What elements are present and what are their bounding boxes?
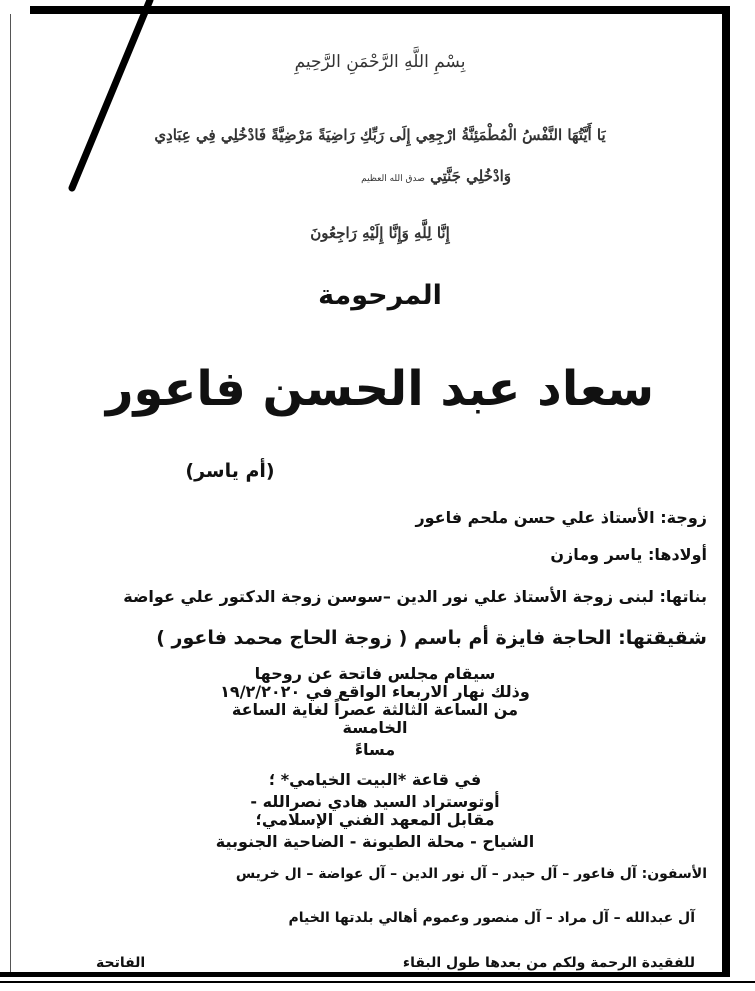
- ceremony-line: أوتوستراد السيد هادي نصرالله -: [250, 792, 500, 811]
- relative-sister: شقيقتها: الحاجة فايزة أم باسم ( زوجة الحاج محمد فاعور ): [156, 627, 707, 649]
- verse-line-1: يَا أَيَّتُهَا النَّفْسُ الْمُطْمَئِنَّةُ ارْجِعِي إِلَى رَبِّكِ رَاضِيَةً مَرْضِيَّةً فَادْخُلِي فِي عِبَادِي: [154, 126, 606, 144]
- nickname: (أم ياسر): [185, 460, 275, 482]
- inna-lillah: إِنَّا لِلَّهِ وَإِنَّا إِلَيْهِ رَاجِعُونَ: [310, 224, 450, 242]
- mourning-ribbon-icon: [0, 0, 180, 200]
- heading-almarhuma: المرحومة: [318, 280, 442, 311]
- frame-bottom-border: [0, 972, 730, 977]
- verse-line-2-text: وَادْخُلِي جَنَّتِي: [430, 167, 511, 185]
- verse-suffix: صدق الله العظيم: [361, 174, 425, 184]
- verse-line-2: [361, 167, 511, 185]
- mourners-line-2: آل عبدالله – آل مراد – آل منصور وعموم أهالي بلدتها الخيام: [288, 910, 695, 926]
- ceremony-line: وذلك نهار الاربعاء الواقع في ١٩/٢/٢٠٢٠: [220, 682, 530, 701]
- ceremony-line: في قاعة *البيت الخيامي* ؛: [268, 770, 482, 789]
- ceremony-line: الخامسة: [342, 718, 408, 737]
- relative-sons: أولادها: ياسر ومازن: [550, 545, 707, 564]
- ceremony-line: مساءً: [354, 740, 396, 759]
- frame-bottom-line: [0, 981, 755, 983]
- ceremony-line: الشياح - محلة الطيونة - الضاحية الجنوبية: [215, 832, 535, 851]
- deceased-name: سعاد عبد الحسن فاعور: [105, 361, 655, 417]
- ceremony-line: مقابل المعهد الفني الإسلامي؛: [255, 810, 495, 829]
- frame-right-border: [722, 6, 730, 972]
- relative-daughters: بناتها: لبنى زوجة الأستاذ علي نور الدين –سوسن زوجة الدكتور علي عواضة: [123, 587, 707, 606]
- closing-fatiha: الفاتحة: [96, 955, 146, 971]
- ceremony-line: من الساعة الثالثة عصراً لغاية الساعة: [231, 700, 519, 719]
- basmala: بِسْمِ اللَّهِ الرَّحْمَنِ الرَّحِيمِ: [294, 52, 466, 72]
- mourners-line-1: الأسفون: آل فاعور – آل حيدر – آل نور الدين – آل عواضة – ال خريس: [235, 866, 707, 882]
- relative-husband: زوجة: الأستاذ علي حسن ملحم فاعور: [415, 508, 707, 527]
- closing-condolence: للفقيدة الرحمة ولكم من بعدها طول البقاء: [402, 955, 695, 971]
- ceremony-line: سيقام مجلس فاتحة عن روحها: [254, 664, 496, 683]
